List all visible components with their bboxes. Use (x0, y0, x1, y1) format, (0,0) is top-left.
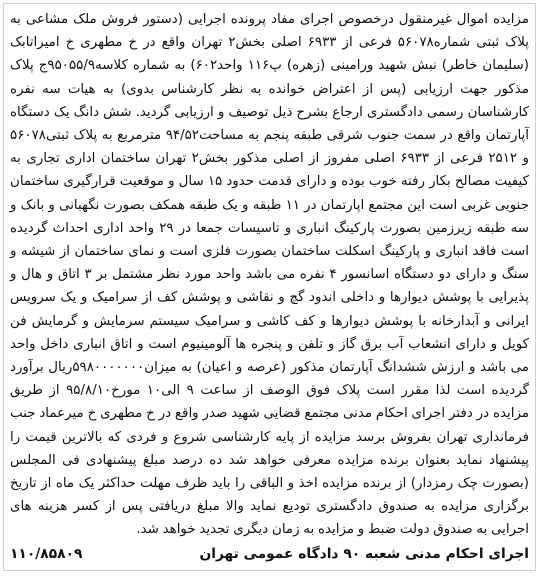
auction-notice (3, 3, 536, 571)
notice-issuer: اجرای احکام مدنی شعبه ۹۰ دادگاه عمومی تهران (199, 546, 529, 562)
notice-reference-number: ۱۱۰/۸۵۸۰۹ (10, 546, 83, 562)
notice-body-text: مزایده اموال غیرمنقول درخصوص اجرای مفاد پرونده اجرایی (دستور فروش ملک مشاعی به پلاک ثبتی شماره۵۶۰۷۸ فرعی از ۶۹۳۳ اصلی بخش۲ تهران واقع در خ مطهری خ امیراتابک (سلیمان خاطر) نبش شهید ورامینی (زهره) پ۱۱۶ واحد۶۰۲) به شماره کلاسه۹۵۰۵۵/۹ج پلاک مذکور جهت ارزیابی (پس از اعتراض خوانده به نظر کارشناس بدوی) به هیات سه نفره کارشناسان رسمی دادگستری ارجاع بشرح ذیل توصیف و ارزیابی گردید. شش دانگ یک دستگاه آپارتمان واقع در سمت جنوب شرقی طبقه پنجم به مساحت۹۴/۵۲ مترمربع به پلاک ثبتی۵۶۰۷۸ و ۲۵۱۲ فرعی از ۶۹۳۳ اصلی مفروز از اصلی مذکور بخش۲ تهران ساختمان اداری تجاری به کیفیت مصالح بکار رفته خوب بوده و دارای قدمت حدود ۱۵ سال و موقعیت قرارگیری ساختمان جنوبی غربی است این مجتمع اپارتمان در ۱۱ طبقه و یک طبقه همکف بصورت نگهبانی و بانک و سه طبقه زیرزمین بصورت پارکینگ انباری و تاسیسات جمعا در ۲۹ واحد اداری احداث گردیده است فاقد انباری و پارکینگ اسکلت ساختمان بصورت فلزی است و نمای ساختمان از شیشه و سنگ و دارای دو دستگاه اسانسور ۴ نفره می باشد واحد مورد نظر مشتمل بر ۳ اتاق و هال و پذیرایی با پوشش دیوارها و داخلی اندود گچ و نقاشی و پوشش کف از سرامیک و یک سرویس ایرانی و آبدارخانه با پوشش دیوارها و کف کاشی و سرامیک سیستم سرمایش و گرمایش فن کویل و دارای انشعاب آب برق گاز و تلفن و پنجره ها آلومینیوم است و اتاق انباری داخل واحد می باشد و ارزش ششدانگ آپارتمان مذکور (عرصه و اعیان) به میزان۵۹۸۰۰۰۰۰۰۰ریال برآورد گردیده است لذا مقرر است پلاک فوق الوصف از ساعت ۹ الی۱۰ مورخ۹۵/۸/۱۰ از طریق مزایده در دفتر اجرای احکام مدنی مجتمع قضایی شهید صدر واقع در خ مطهری خ میرعماد جنب فرمانداری تهران بفروش برسد مزایده از پایه کارشناسی شروع و فردی که بالاترین قیمت را پیشنهاد نماید بعنوان برنده مزایده معرفی خواهد شد ده درصد مبلغ پیشنهادی فی المجلس (بصورت چک رمزدار) از برنده مزایده اخذ و الباقی را باید ظرف مهلت حداکثر یک ماه از تاریخ برگزاری مزایده به صندوق دادگستری تودیع نماید والا مبلغ دریافتی پس از کسر هزینه های اجرایی به صندوق دولت ضبط و مزایده به زمان دیگری تجدید خواهد شد. (10, 12, 530, 538)
notice-footer (10, 542, 529, 566)
